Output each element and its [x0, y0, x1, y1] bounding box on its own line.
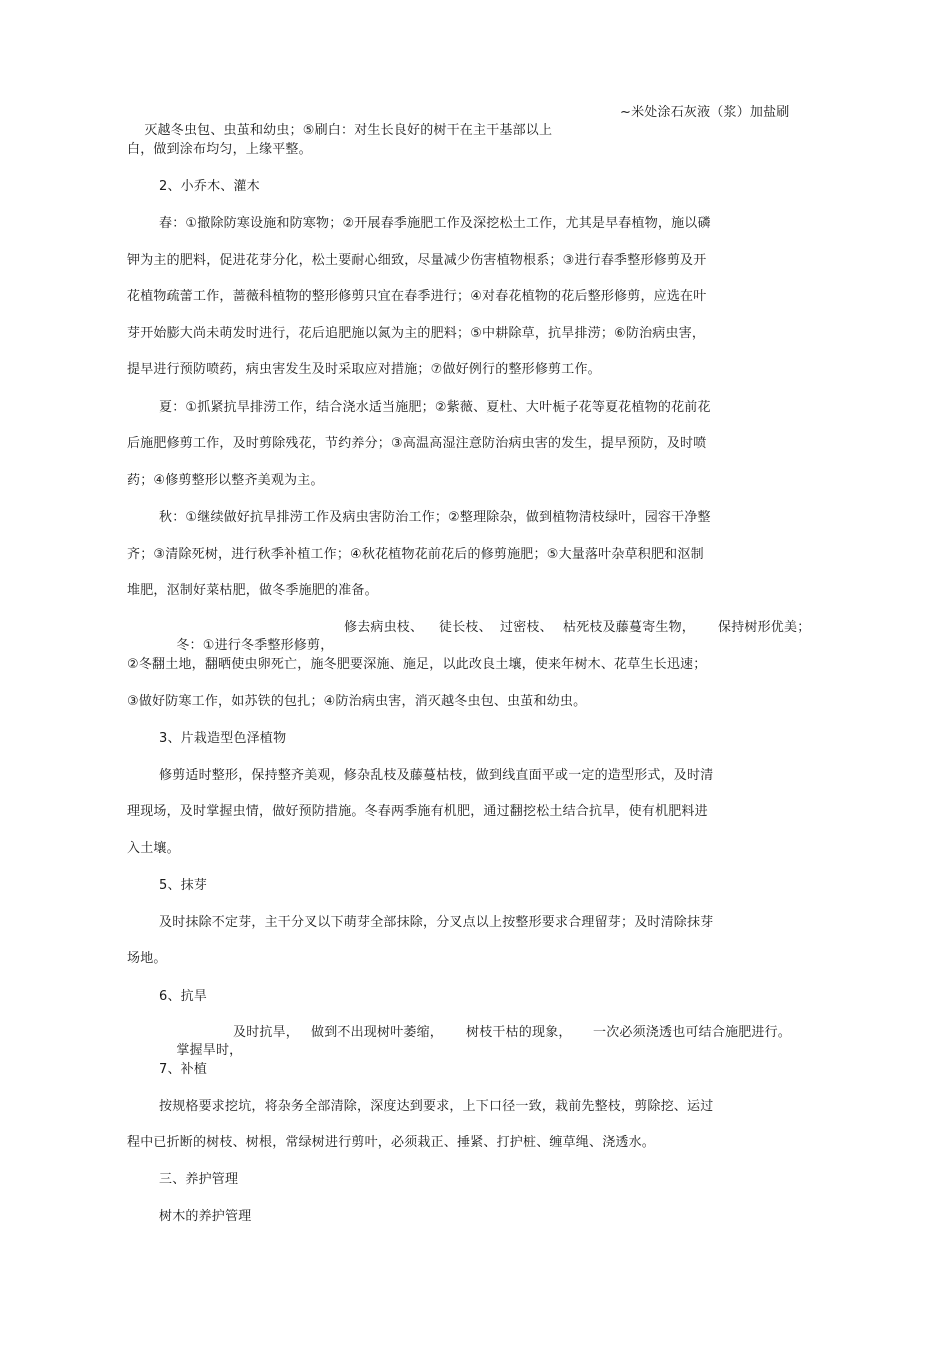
- text-segment: 枯死枝及藤蔓寄生物，: [563, 620, 696, 635]
- paragraph-line: 齐；③清除死树，进行秋季补植工作；④秋花植物花前花后的修剪施肥；⑤大量落叶杂草积肥和沤制: [127, 547, 704, 562]
- paragraph-line: 芽开始膨大尚未萌发时进行，花后追肥施以氮为主的肥料；⑤中耕除草，抗旱排涝；⑥防治病虫害，: [127, 326, 706, 341]
- paragraph-line: ③做好防寒工作，如苏铁的包扎；④防治病虫害，消灭越冬虫包、虫茧和幼虫。: [127, 694, 587, 709]
- text-segment: 修去病虫枝、: [344, 620, 424, 635]
- paragraph-line: 夏：①抓紧抗旱排涝工作，结合浇水适当施肥；②紫薇、夏杜、大叶栀子花等夏花植物的花前花: [159, 400, 711, 415]
- text-segment: 保持树形优美；: [718, 620, 811, 635]
- paragraph-line: 按规格要求挖坑，将杂务全部清除，深度达到要求，上下口径一致，栽前先整枝，剪除挖、运过: [159, 1099, 714, 1114]
- text-segment: 灭越冬虫包、虫茧和幼虫；⑤刷白：对生长良好的树干在主干基部以上: [144, 123, 553, 138]
- paragraph-line: 程中已折断的树枝、树根，常绿树进行剪叶，必须栽正、捶紧、打护桩、缠草绳、浇透水。: [127, 1135, 656, 1150]
- section-heading: 树木的养护管理: [159, 1209, 252, 1224]
- paragraph-line: ②冬翻土地，翻晒使虫卵死亡，施冬肥要深施、施足，以此改良土壤，使来年树木、花草生长迅速；: [127, 657, 707, 672]
- paragraph-line: 秋：①继续做好抗旱排涝工作及病虫害防治工作；②整理除杂，做到植物清枝绿叶，园容干净整: [159, 510, 711, 525]
- section-heading: 2、小乔木、灌木: [159, 179, 260, 194]
- paragraph-line: 白，做到涂布均匀，上缘平整。: [127, 142, 312, 157]
- section-heading: 3、片栽造型色泽植物: [159, 731, 287, 746]
- section-heading: 三、养护管理: [159, 1172, 239, 1187]
- paragraph-line: 药；④修剪整形以整齐美观为主。: [127, 473, 324, 488]
- text-segment: 过密枝、: [500, 620, 553, 635]
- section-heading: 6、抗旱: [159, 989, 208, 1004]
- text-segment: ~米处涂石灰液（浆）加盐刷: [620, 105, 790, 120]
- text-segment: 冬：①进行冬季整形修剪，: [176, 638, 334, 653]
- text-segment: 做到不出现树叶萎缩，: [311, 1025, 444, 1040]
- text-segment: 一次必须浇透也可结合施肥进行。: [593, 1025, 792, 1040]
- text-segment: 树枝干枯的现象，: [466, 1025, 572, 1040]
- section-heading: 5、抹芽: [159, 878, 208, 893]
- paragraph-line: 修剪适时整形，保持整齐美观，修杂乱枝及藤蔓枯枝，做到线直面平或一定的造型形式，及时清: [159, 768, 714, 783]
- text-segment: 掌握旱时，: [176, 1043, 243, 1058]
- paragraph-line: 堆肥，沤制好菜枯肥，做冬季施肥的准备。: [127, 583, 378, 598]
- paragraph-line: 春：①撤除防寒设施和防寒物；②开展春季施肥工作及深挖松土工作，尤其是早春植物，施以磷: [159, 216, 711, 231]
- paragraph-line: 场地。: [127, 951, 167, 966]
- paragraph-line: 后施肥修剪工作，及时剪除残花，节约养分；③高温高湿注意防治病虫害的发生，提早预防，及时喷: [127, 436, 707, 451]
- section-heading: 7、补植: [159, 1062, 208, 1077]
- paragraph-line: 提早进行预防喷药，病虫害发生及时采取应对措施；⑦做好例行的整形修剪工作。: [127, 362, 601, 377]
- paragraph-line: 及时抹除不定芽，主干分叉以下萌芽全部抹除，分叉点以上按整形要求合理留芽；及时清除抹芽: [159, 915, 714, 930]
- text-segment: 徒长枝、: [439, 620, 492, 635]
- paragraph-line: 入土壤。: [127, 841, 180, 856]
- text-segment: 及时抗旱，: [233, 1025, 300, 1040]
- paragraph-line: 花植物疏蕾工作，蔷薇科植物的整形修剪只宜在春季进行；④对春花植物的花后整形修剪，应选在叶: [127, 289, 707, 304]
- paragraph-line: 理现场，及时掌握虫情，做好预防措施。冬春两季施有机肥，通过翻挖松土结合抗旱，使有机肥料进: [127, 804, 708, 819]
- paragraph-line: 钾为主的肥料，促进花芽分化，松土要耐心细致，尽量减少伤害植物根系；③进行春季整形修剪及开: [127, 253, 707, 268]
